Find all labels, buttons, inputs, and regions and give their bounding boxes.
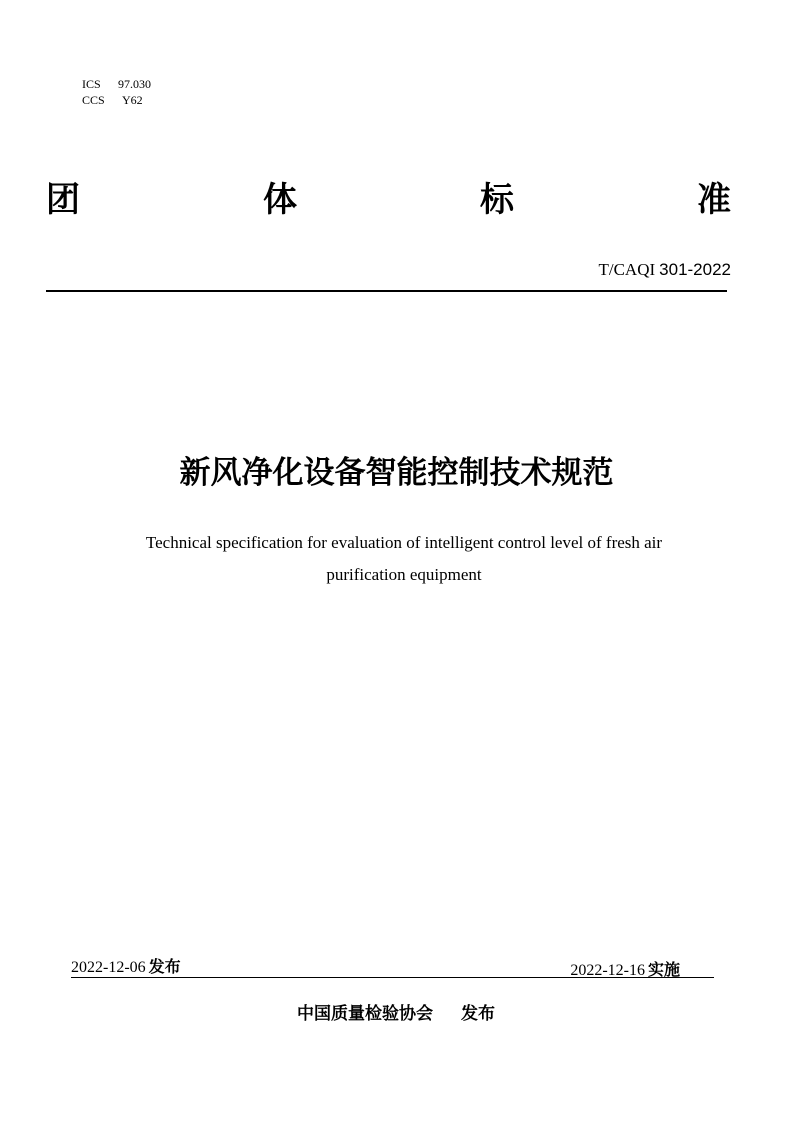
standard-number-value: 301-2022	[659, 260, 731, 279]
publisher-name: 中国质量检验协会	[297, 1004, 433, 1024]
classification-codes	[82, 76, 151, 108]
publisher-action: 发布	[461, 1004, 495, 1024]
english-title-line-2: purification equipment	[326, 565, 482, 584]
document-title-english	[100, 527, 708, 591]
ics-code-row	[82, 76, 151, 92]
publish-date-block	[71, 954, 181, 977]
dates-row	[71, 954, 714, 978]
standard-type-char: 体	[263, 180, 297, 220]
implement-date: 2022-12-16	[570, 962, 645, 979]
publish-date: 2022-12-06	[71, 959, 146, 976]
footer-divider	[71, 977, 714, 978]
english-title-line-1: Technical specification for evaluation of intelligent control level of fresh air	[145, 533, 663, 552]
ccs-code-row	[82, 92, 151, 108]
implement-label: 实施	[647, 960, 680, 979]
standard-number	[598, 259, 731, 281]
standard-type-heading	[0, 178, 793, 222]
ccs-label: CCS	[82, 93, 105, 107]
ics-value: 97.030	[118, 77, 151, 91]
ccs-value: Y62	[122, 93, 143, 107]
standard-number-prefix: T/CAQI	[598, 260, 656, 279]
publish-label: 发布	[148, 957, 181, 976]
publisher-line	[297, 1002, 495, 1026]
standard-type-char: 准	[697, 180, 731, 220]
ics-label: ICS	[82, 77, 101, 91]
standard-type-char: 标	[480, 180, 514, 220]
document-title-chinese: 新风净化设备智能控制技术规范	[179, 455, 614, 491]
standard-type-char: 团	[46, 180, 80, 220]
header-divider	[46, 290, 727, 292]
